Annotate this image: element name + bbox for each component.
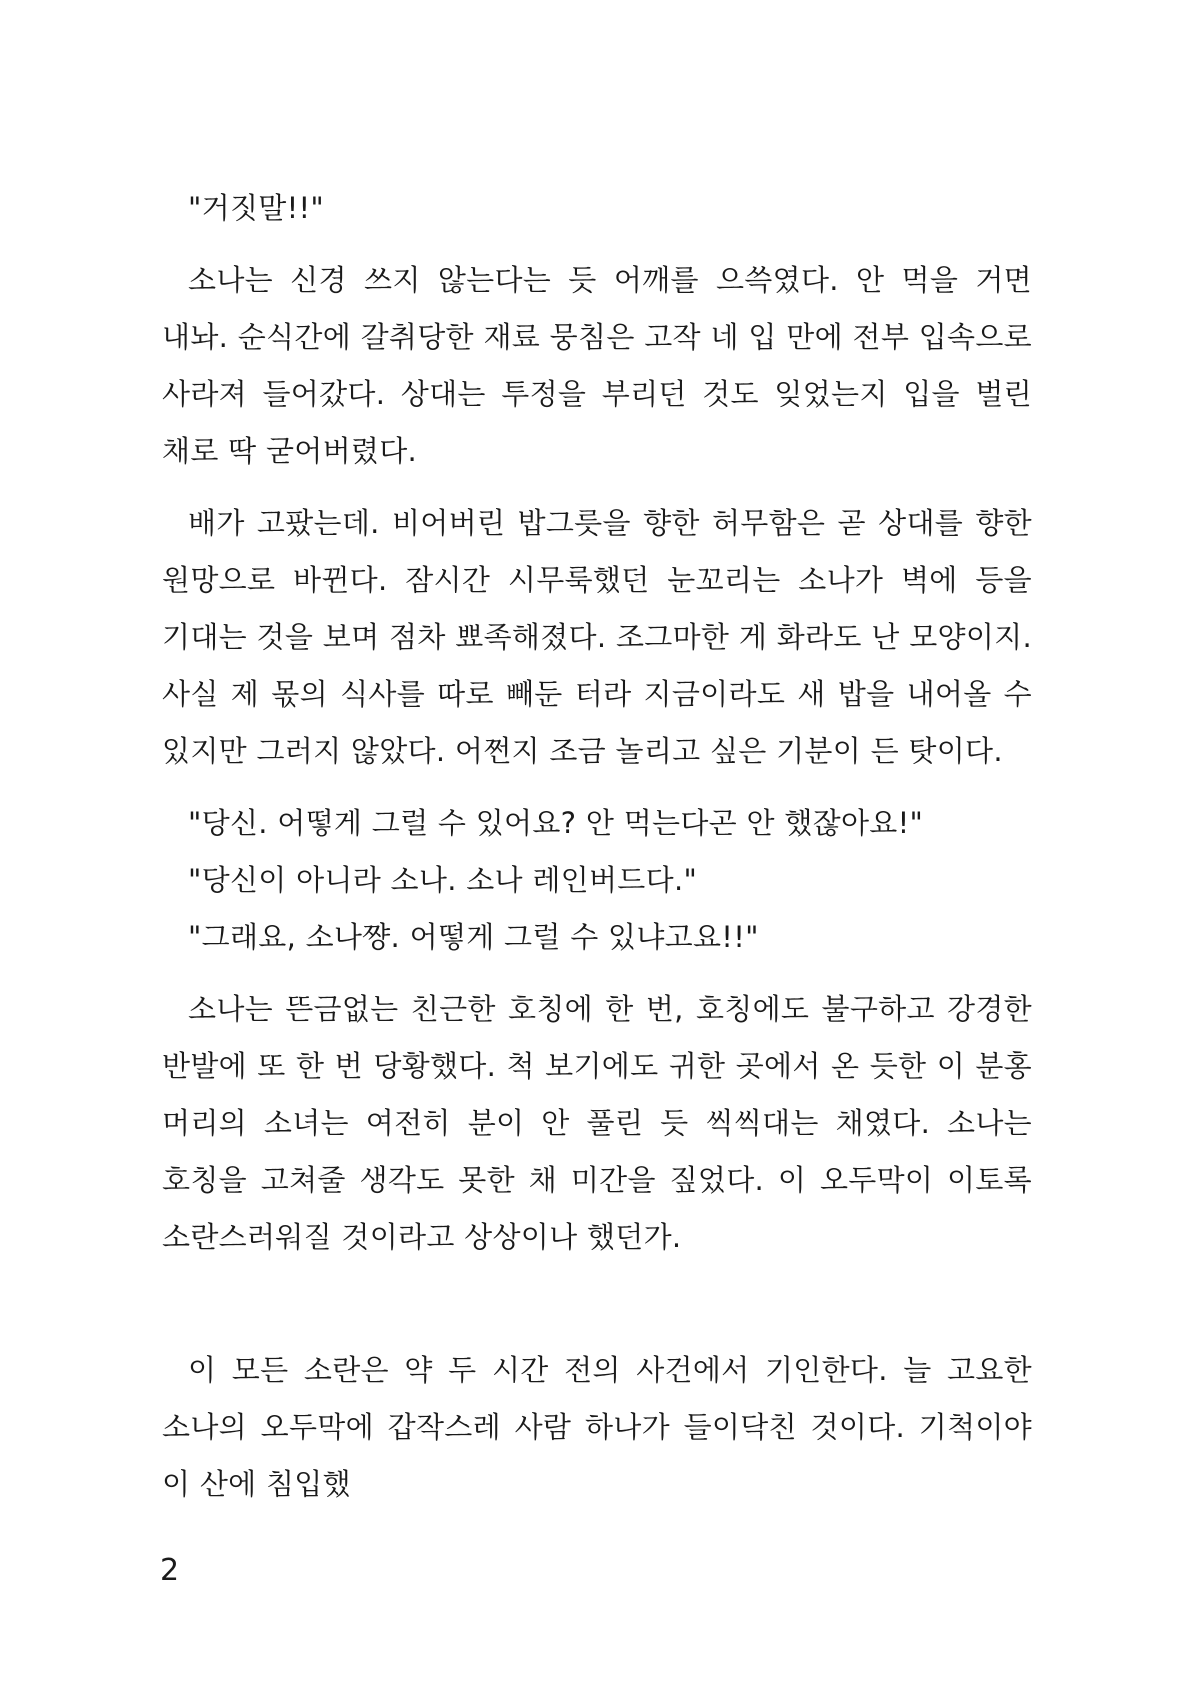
paragraph: 이 모든 소란은 약 두 시간 전의 사건에서 기인한다. 늘 고요한 소나의 오두막에 갑작스레 사람 하나가 들이닥친 것이다. 기척이야 이 산에 침입했 (162, 1353, 1032, 1501)
dialogue-line: "당신이 아니라 소나. 소나 레인버드다." (188, 863, 698, 897)
scene-break (162, 1266, 1032, 1342)
paragraph: 배가 고팠는데. 비어버린 밥그릇을 향한 허무함은 곧 상대를 향한 원망으로 바뀐다. 잠시간 시무룩했던 눈꼬리는 소나가 벽에 등을 기대는 것을 보며 점차 뾰족해졌다. 조그마한 게 화라도 난 모양이지. 사실 제 몫의 식사를 따로 빼둔 터라 지금이라도 새 밥을 내어올 수 있지만 그러지 않았다. 어쩐지 조금 놀리고 싶은 기분이 든 탓이다. (162, 506, 1032, 768)
paragraph: "거짓말!!" (188, 191, 325, 225)
paragraph: 소나는 신경 쓰지 않는다는 듯 어깨를 으쓱였다. 안 먹을 거면 내놔. 순식간에 갈취당한 재료 뭉침은 고작 네 입 만에 전부 입속으로 사라져 들어갔다. 상대는 투정을 부리던 것도 잊었는지 입을 벌린 채로 딱 굳어버렸다. (162, 263, 1032, 468)
page-number: 2 (160, 1553, 180, 1588)
body-text (162, 180, 1032, 1513)
dialogue-block (162, 795, 1032, 966)
paragraph: 소나는 뜬금없는 친근한 호칭에 한 번, 호칭에도 불구하고 강경한 반발에 또 한 번 당황했다. 척 보기에도 귀한 곳에서 온 듯한 이 분홍 머리의 소녀는 여전히 분이 안 풀린 듯 씩씩대는 채였다. 소나는 호칭을 고쳐줄 생각도 못한 채 미간을 짚었다. 이 오두막이 이토록 소란스러워질 것이라고 상상이나 했던가. (162, 992, 1032, 1254)
dialogue-line: "그래요, 소나쨩. 어떻게 그럴 수 있냐고요!!" (188, 920, 759, 954)
dialogue-line: "당신. 어떻게 그럴 수 있어요? 안 먹는다곤 안 했잖아요!" (188, 806, 924, 840)
